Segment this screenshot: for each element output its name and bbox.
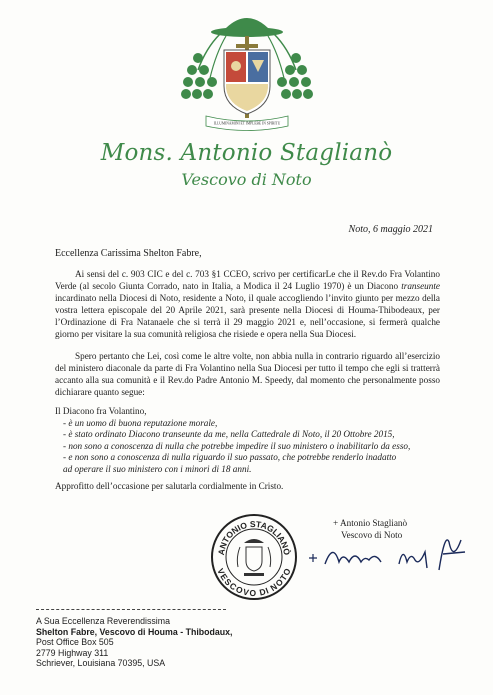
- address-divider: [36, 609, 226, 610]
- seal-bottom-text: VESCOVO DI NOTO: [215, 566, 293, 599]
- address-line: A Sua Eccellenza Reverendissima: [36, 616, 170, 626]
- address-line: Post Office Box 505: [36, 637, 114, 648]
- paragraph-1-italic: transeunte: [401, 281, 440, 292]
- list-item: - è stato ordinato Diacono transeunte da me, nella Cattedrale di Noto, il 20 Ottobre 2015,: [63, 429, 395, 440]
- list-item: ad operare il suo ministero con i minori di 18 anni.: [63, 463, 252, 474]
- signature-block: [333, 517, 407, 541]
- letterhead-name: Mons. Antonio Staglianò: [100, 140, 393, 166]
- coat-of-arms-logo: [176, 8, 318, 136]
- paragraph-1-part-2: incardinato nella Diocesi di Noto, residente a Noto, il quale accogliendo l’invito giunto per mezzo della vostra lettera episcopale del 20 Aprile 2021, sarà presente nella Diocesi di Houma-Thibodeaux, per l’Ordinazione di Fra Natanaele che si terrà il 29 maggio 2021 e, nell’occasione, si fermerà qualche giorno per visitare la sua comunità religiosa che risiede e opera nella Sua Diocesi.: [55, 293, 440, 340]
- paragraph-1: [55, 268, 440, 341]
- letterhead-title: Vescovo di Noto: [181, 170, 312, 189]
- closing-line: Approfitto dell’occasione per salutarla cordialmente in Cristo.: [55, 481, 284, 491]
- address-line: Shelton Fabre, Vescovo di Houma - Thibodaux,: [36, 626, 233, 637]
- declaration-list: [55, 406, 450, 476]
- paragraph-1-part-1: Ai sensi del c. 903 CIC e del c. 703 §1 CCEO, scrivo per certificarLe che il Rev.do Fra Volantino Verde (al secolo Giunta Corrado, nato in Italia, a Modica il 24 Luglio 1970) è un Diacono: [55, 269, 440, 292]
- address-line: Schriever, Louisiana 70395, USA: [36, 658, 166, 669]
- bishop-seal-stamp: [210, 513, 298, 601]
- paragraph-2: Spero pertanto che Lei, così come le altre volte, non abbia nulla in contrario riguardo all’esercizio del ministero diaconale da parte di Fra Volantino nella Sua Diocesi per tutto il tempo che egli si tratterrà accanto alla sua comunità e il Rev.do Padre Antonio M. Speedy, dal momento che personalmente posso dichiarare quanto segue:: [55, 351, 440, 398]
- letter-date: Noto, 6 maggio 2021: [348, 224, 433, 235]
- list-item: - non sono a conoscenza di nulla che potrebbe impedire il suo ministero o inabilitarlo da esso,: [63, 440, 411, 451]
- coat-motto: ILLUMINAMINI ET IMPLEBE IN SPIRITU: [213, 121, 281, 126]
- recipient-address: [36, 616, 233, 669]
- list-intro: Il Diacono fra Volantino,: [55, 406, 147, 416]
- seal-top-text: ANTONIO STAGLIANÒ: [215, 518, 293, 556]
- list-item: - è un uomo di buona reputazione morale,: [63, 417, 218, 428]
- list-item: - e non sono a conoscenza di nulla riguardo il suo passato, che potrebbe renderlo inadatto: [63, 452, 397, 463]
- address-line: 2779 Highway 311: [36, 647, 109, 658]
- salutation: Eccellenza Carissima Shelton Fabre,: [55, 248, 202, 259]
- signatory-title: Vescovo di Noto: [341, 530, 403, 540]
- signatory-name: + Antonio Staglianò: [333, 518, 408, 528]
